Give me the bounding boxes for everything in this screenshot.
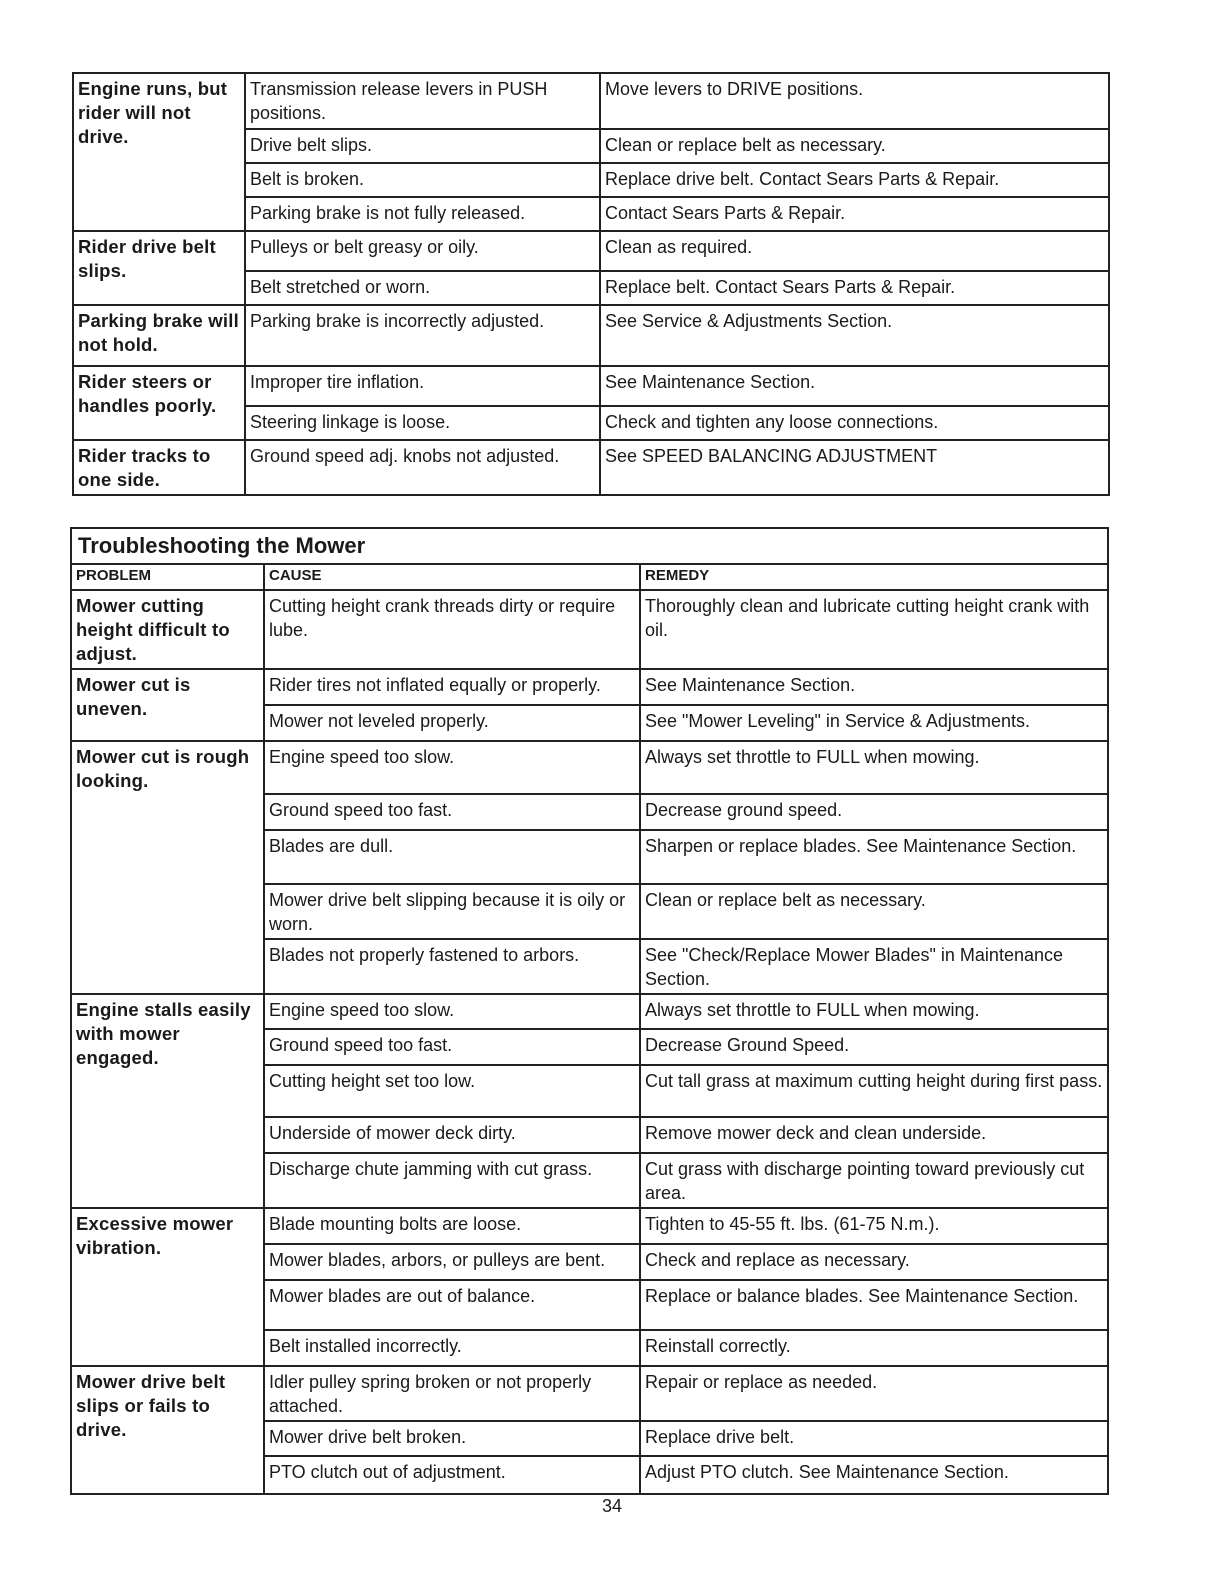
cause-cell: Belt stretched or worn. xyxy=(245,271,600,305)
remedy-cell: Check and tighten any loose connections. xyxy=(600,406,1109,440)
cause-cell: Blades not properly fastened to arbors. xyxy=(264,939,640,994)
cause-cell: Engine speed too slow. xyxy=(264,994,640,1029)
cause-cell: Parking brake is not fully released. xyxy=(245,197,600,231)
remedy-cell: Sharpen or replace blades. See Maintenance Section. xyxy=(640,830,1108,884)
problem-cell: Rider steers or handles poorly. xyxy=(73,366,245,440)
remedy-cell: Reinstall correctly. xyxy=(640,1330,1108,1366)
table-row xyxy=(71,669,1108,705)
cause-cell: Improper tire inflation. xyxy=(245,366,600,406)
remedy-cell: See SPEED BALANCING ADJUSTMENT xyxy=(600,440,1109,495)
problem-cell: Mower cutting height difficult to adjust. xyxy=(71,590,264,669)
remedy-cell: Tighten to 45-55 ft. lbs. (61-75 N.m.). xyxy=(640,1208,1108,1244)
remedy-cell: Replace drive belt. Contact Sears Parts & Repair. xyxy=(600,163,1109,197)
remedy-cell: Decrease ground speed. xyxy=(640,794,1108,830)
table-row xyxy=(71,994,1108,1029)
problem-cell: Rider drive belt slips. xyxy=(73,231,245,305)
remedy-cell: Always set throttle to FULL when mowing. xyxy=(640,994,1108,1029)
page-number: 34 xyxy=(601,1496,623,1516)
cause-cell: Discharge chute jamming with cut grass. xyxy=(264,1153,640,1208)
cause-cell: Engine speed too slow. xyxy=(264,741,640,794)
remedy-cell: Replace belt. Contact Sears Parts & Repair. xyxy=(600,271,1109,305)
cause-cell: Mower drive belt slipping because it is oily or worn. xyxy=(264,884,640,939)
table-row xyxy=(71,590,1108,669)
remedy-cell: Adjust PTO clutch. See Maintenance Section. xyxy=(640,1456,1108,1494)
problem-cell: Excessive mower vibration. xyxy=(71,1208,264,1366)
table-row xyxy=(71,1208,1108,1244)
remedy-cell: Move levers to DRIVE positions. xyxy=(600,73,1109,129)
cause-cell: Belt is broken. xyxy=(245,163,600,197)
table-title-row xyxy=(71,528,1108,564)
cause-cell: Parking brake is incorrectly adjusted. xyxy=(245,305,600,366)
table-row xyxy=(71,1366,1108,1421)
cause-cell: Steering linkage is loose. xyxy=(245,406,600,440)
remedy-cell: Thoroughly clean and lubricate cutting height crank with oil. xyxy=(640,590,1108,669)
problem-cell: Parking brake will not hold. xyxy=(73,305,245,366)
cause-cell: Ground speed too fast. xyxy=(264,1029,640,1065)
remedy-cell: Repair or replace as needed. xyxy=(640,1366,1108,1421)
remedy-cell: Clean or replace belt as necessary. xyxy=(600,129,1109,163)
remedy-cell: Replace or balance blades. See Maintenance Section. xyxy=(640,1280,1108,1330)
table-row xyxy=(73,73,1109,129)
cause-cell: Drive belt slips. xyxy=(245,129,600,163)
table-row xyxy=(73,366,1109,406)
cause-cell: Ground speed too fast. xyxy=(264,794,640,830)
remedy-cell: Check and replace as necessary. xyxy=(640,1244,1108,1280)
remedy-cell: Decrease Ground Speed. xyxy=(640,1029,1108,1065)
cause-cell: Belt installed incorrectly. xyxy=(264,1330,640,1366)
cause-cell: Cutting height set too low. xyxy=(264,1065,640,1117)
remedy-cell: Remove mower deck and clean underside. xyxy=(640,1117,1108,1153)
cause-cell: Rider tires not inflated equally or properly. xyxy=(264,669,640,705)
cause-cell: Idler pulley spring broken or not properly attached. xyxy=(264,1366,640,1421)
header-row xyxy=(71,564,1108,590)
mower-troubleshooting-table xyxy=(70,527,1109,1495)
remedy-cell: See "Check/Replace Mower Blades" in Maintenance Section. xyxy=(640,939,1108,994)
cause-cell: PTO clutch out of adjustment. xyxy=(264,1456,640,1494)
cause-cell: Blade mounting bolts are loose. xyxy=(264,1208,640,1244)
problem-cell: Mower cut is uneven. xyxy=(71,669,264,741)
problem-cell: Engine stalls easily with mower engaged. xyxy=(71,994,264,1208)
cause-cell: Pulleys or belt greasy or oily. xyxy=(245,231,600,271)
cause-cell: Mower blades, arbors, or pulleys are bent. xyxy=(264,1244,640,1280)
table-title: Troubleshooting the Mower xyxy=(71,528,1108,564)
remedy-cell: Always set throttle to FULL when mowing. xyxy=(640,741,1108,794)
table-row xyxy=(73,231,1109,271)
remedy-cell: See Maintenance Section. xyxy=(600,366,1109,406)
table-row xyxy=(73,305,1109,366)
remedy-cell: Clean or replace belt as necessary. xyxy=(640,884,1108,939)
problem-cell: Mower drive belt slips or fails to drive. xyxy=(71,1366,264,1494)
cause-cell: Underside of mower deck dirty. xyxy=(264,1117,640,1153)
remedy-cell: Cut grass with discharge pointing toward previously cut area. xyxy=(640,1153,1108,1208)
remedy-cell: See Maintenance Section. xyxy=(640,669,1108,705)
remedy-cell: Clean as required. xyxy=(600,231,1109,271)
remedy-cell: Cut tall grass at maximum cutting height during first pass. xyxy=(640,1065,1108,1117)
problem-cell: Mower cut is rough looking. xyxy=(71,741,264,994)
cause-cell: Transmission release levers in PUSH positions. xyxy=(245,73,600,129)
remedy-cell: See "Mower Leveling" in Service & Adjustments. xyxy=(640,705,1108,741)
cause-cell: Mower blades are out of balance. xyxy=(264,1280,640,1330)
cause-cell: Ground speed adj. knobs not adjusted. xyxy=(245,440,600,495)
cause-cell: Blades are dull. xyxy=(264,830,640,884)
table-row xyxy=(73,440,1109,495)
header-problem: PROBLEM xyxy=(71,564,264,590)
cause-cell: Cutting height crank threads dirty or require lube. xyxy=(264,590,640,669)
remedy-cell: Contact Sears Parts & Repair. xyxy=(600,197,1109,231)
remedy-cell: See Service & Adjustments Section. xyxy=(600,305,1109,366)
cause-cell: Mower not leveled properly. xyxy=(264,705,640,741)
problem-cell: Engine runs, but rider will not drive. xyxy=(73,73,245,231)
header-remedy: REMEDY xyxy=(640,564,1108,590)
cause-cell: Mower drive belt broken. xyxy=(264,1421,640,1456)
rider-troubleshooting-table xyxy=(72,72,1110,496)
table-row xyxy=(71,741,1108,794)
remedy-cell: Replace drive belt. xyxy=(640,1421,1108,1456)
header-cause: CAUSE xyxy=(264,564,640,590)
problem-cell: Rider tracks to one side. xyxy=(73,440,245,495)
